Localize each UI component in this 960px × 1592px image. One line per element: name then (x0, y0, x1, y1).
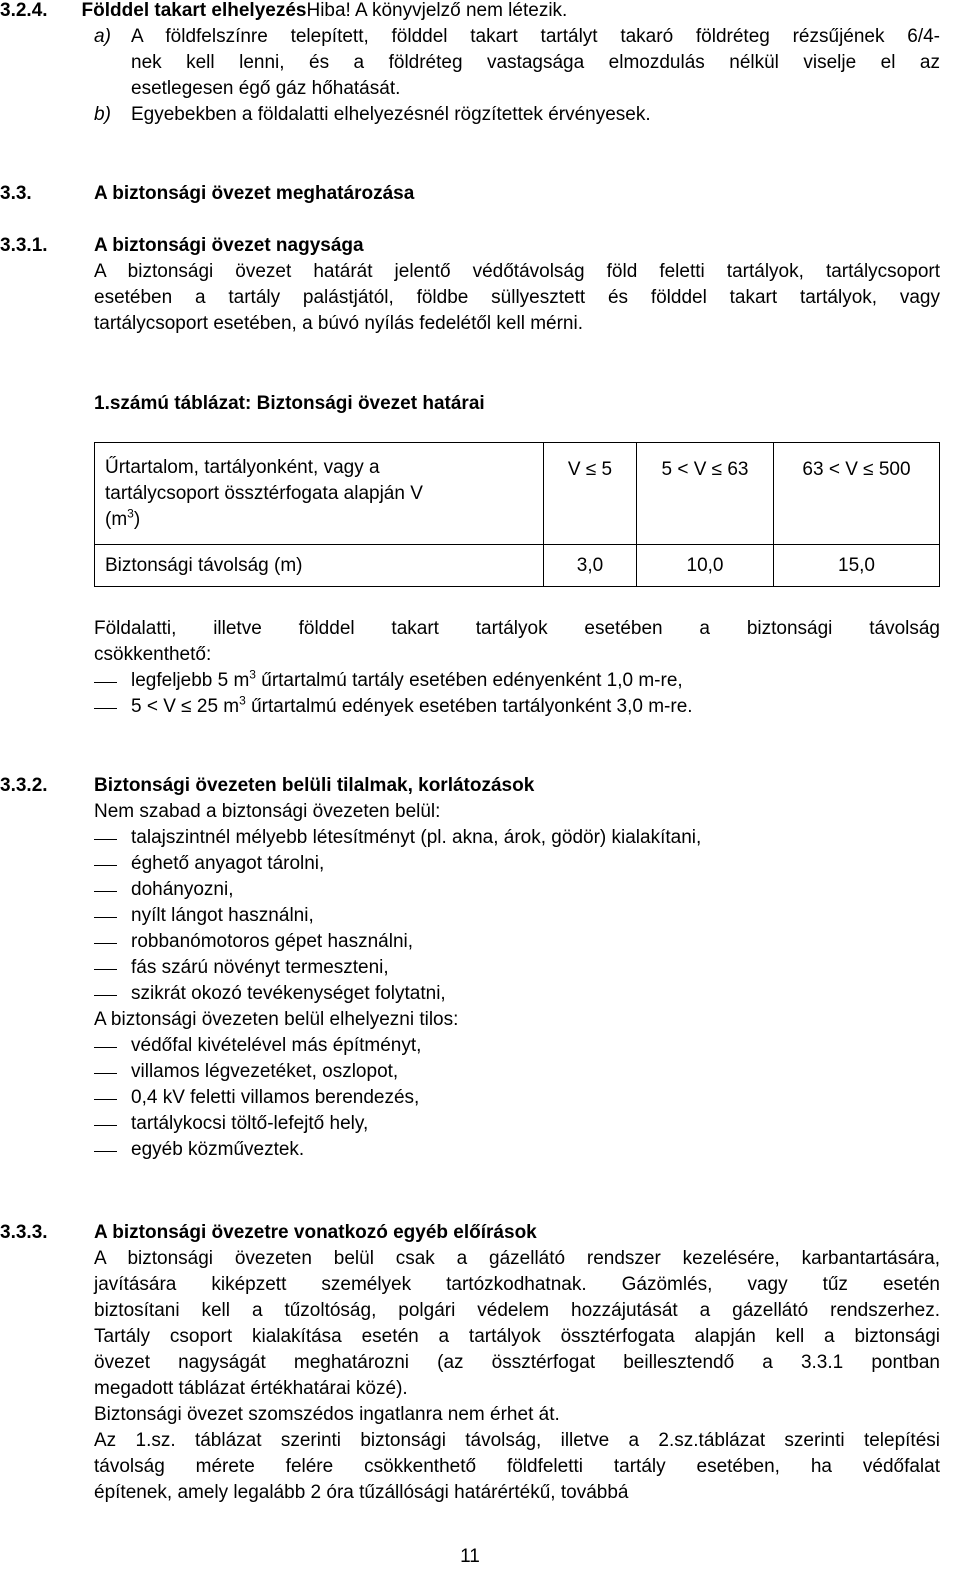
paragraph-line: csökkenthető: (94, 644, 212, 665)
dash-bullet (94, 1125, 117, 1126)
section-number: 3.3.2. (0, 775, 48, 796)
section-title: A biztonsági övezet meghatározása (94, 183, 415, 204)
table-cell: 15,0 (774, 545, 940, 587)
dash-bullet (94, 943, 117, 944)
paragraph-line: megadott táblázat értékhatárai közé). (94, 1378, 408, 1399)
item-b-text: Egyebekben a földalatti elhelyezésnél rögzítettek érvényesek. (131, 104, 651, 125)
table-cell: 10,0 (637, 545, 774, 587)
list-item: nyílt lángot használni, (131, 905, 314, 926)
list-item: 0,4 kV feletti villamos berendezés, (131, 1087, 420, 1108)
table-cell: 3,0 (544, 545, 637, 587)
dash-bullet (94, 891, 117, 892)
dash-bullet (94, 682, 117, 683)
list-intro: Nem szabad a biztonsági övezeten belül: (94, 801, 441, 822)
header-line: Űrtartalom, tartályonként, vagy a (105, 456, 380, 478)
table-header-cell (95, 443, 544, 545)
paragraph-line: Az 1.sz. táblázat szerinti biztonsági távolság, illetve a 2.sz.táblázat szerinti telepítési (94, 1430, 940, 1451)
list-item: villamos légvezetéket, oszlopot, (131, 1061, 399, 1082)
table-row (95, 545, 940, 587)
paragraph-line: biztosítani kell a tűzoltóság, polgári védelem hozzájutását a gázellátó rendszerhez. (94, 1300, 940, 1321)
header-line: $(m^3)$ (105, 506, 141, 530)
section-title: A biztonsági övezet nagysága (94, 235, 364, 256)
dash-bullet (94, 1047, 117, 1048)
dash-bullet (94, 708, 117, 709)
paragraph-line: javítására kiképzett személyek tartózkodhatnak. Gázömlés, vagy tűz esetén (94, 1274, 940, 1295)
list-item: dohányozni, (131, 879, 234, 900)
item-a-line: A földfelszínre telepített, földdel takart tartályt takaró földréteg rézsűjének 6/4- (131, 26, 940, 47)
section-title: Földdel takart elhelyezés (81, 0, 307, 21)
dash-bullet (94, 995, 117, 996)
paragraph-line: A biztonsági övezet határát jelentő védőtávolság föld feletti tartályok, tartálycsoport (94, 261, 940, 282)
paragraph-line: Földalatti, illetve földdel takart tartályok esetében a biztonsági távolság (94, 618, 940, 639)
item-a-label: a) (94, 26, 111, 47)
list-item: robbanómotoros gépet használni, (131, 931, 414, 952)
paragraph-line: Biztonsági övezet szomszédos ingatlanra nem érhet át. (94, 1404, 560, 1425)
list-intro: A biztonsági övezeten belül elhelyezni tilos: (94, 1009, 459, 1030)
table-cell: Biztonsági távolság (m) (95, 545, 544, 587)
table-caption: 1.számú táblázat: Biztonsági övezet határai (94, 393, 485, 414)
section-number: 3.3.3. (0, 1222, 48, 1243)
dash-bullet (94, 917, 117, 918)
paragraph-line: övezet nagyságát meghatározni (az össztérfogat beillesztendő a 3.3.1 pontban (94, 1352, 940, 1373)
item-a-line: nek kell lenni, és a földréteg vastagsága elmozdulás nélkül viselje el az (131, 52, 940, 73)
table-header-row (95, 443, 940, 545)
section-title: A biztonsági övezetre vonatkozó egyéb előírások (94, 1222, 537, 1243)
table-header-cell: V ≤ 5 (544, 443, 637, 545)
dash-bullet (94, 1151, 117, 1152)
section-3-2-4-heading (0, 0, 567, 24)
paragraph-line: A biztonsági övezeten belül csak a gázellátó rendszer kezelésére, karbantartására, (94, 1248, 940, 1269)
section-number: 3.3.1. (0, 235, 48, 256)
paragraph-line: távolság mérete felére csökkenthető földfeletti tartály esetében, ha védőfalat (94, 1456, 940, 1477)
list-item: talajszintnél mélyebb létesítményt (pl. akna, árok, gödör) kialakítani, (131, 827, 702, 848)
list-item: tartálykocsi töltő-lefejtő hely, (131, 1113, 369, 1134)
section-title: Biztonsági övezeten belüli tilalmak, korlátozások (94, 775, 535, 796)
dash-bullet (94, 969, 117, 970)
section-number: 3.3. (0, 183, 32, 204)
bookmark-error: Hiba! A könyvjelző nem létezik. (306, 0, 568, 21)
table-header-cell: 63 < V ≤ 500 (774, 443, 940, 545)
item-a-line: esetlegesen égő gáz hőhatását. (131, 78, 401, 99)
section-number: 3.2.4. (0, 0, 48, 21)
header-line: tartálycsoport össztérfogata alapján V (105, 482, 423, 504)
paragraph-line: tartálycsoport esetében, a búvó nyílás fedelétől kell mérni. (94, 313, 583, 334)
list-item: éghető anyagot tárolni, (131, 853, 325, 874)
list-item: 5 < V ≤ 25 $m^3$ űrtartalmú edények esetében tartályonként 3,0 m-re. (131, 693, 693, 717)
paragraph-line: Tartály csoport kialakítása esetén a tartályok össztérfogata alapján kell a biztonsági (94, 1326, 940, 1347)
dash-bullet (94, 839, 117, 840)
dash-bullet (94, 865, 117, 866)
paragraph-line: építenek, amely legalább 2 óra tűzállósági határértékű, továbbá (94, 1482, 629, 1503)
list-item: szikrát okozó tevékenységet folytatni, (131, 983, 446, 1004)
dash-bullet (94, 1099, 117, 1100)
item-b-label: b) (94, 104, 111, 125)
paragraph-line: esetében a tartály palástjától, földbe süllyesztett és földdel takart tartályok, vagy (94, 287, 940, 308)
list-item: legfeljebb 5 $m^3$ űrtartalmú tartály esetében edényenként 1,0 m-re, (131, 667, 683, 691)
list-item: fás szárú növényt termeszteni, (131, 957, 389, 978)
dash-bullet (94, 1073, 117, 1074)
list-item: egyéb közműveztek. (131, 1139, 305, 1160)
table-header-cell: 5 < V ≤ 63 (637, 443, 774, 545)
safety-zone-table (94, 442, 940, 587)
page-number: 11 (460, 1546, 480, 1567)
list-item: védőfal kivételével más építményt, (131, 1035, 422, 1056)
